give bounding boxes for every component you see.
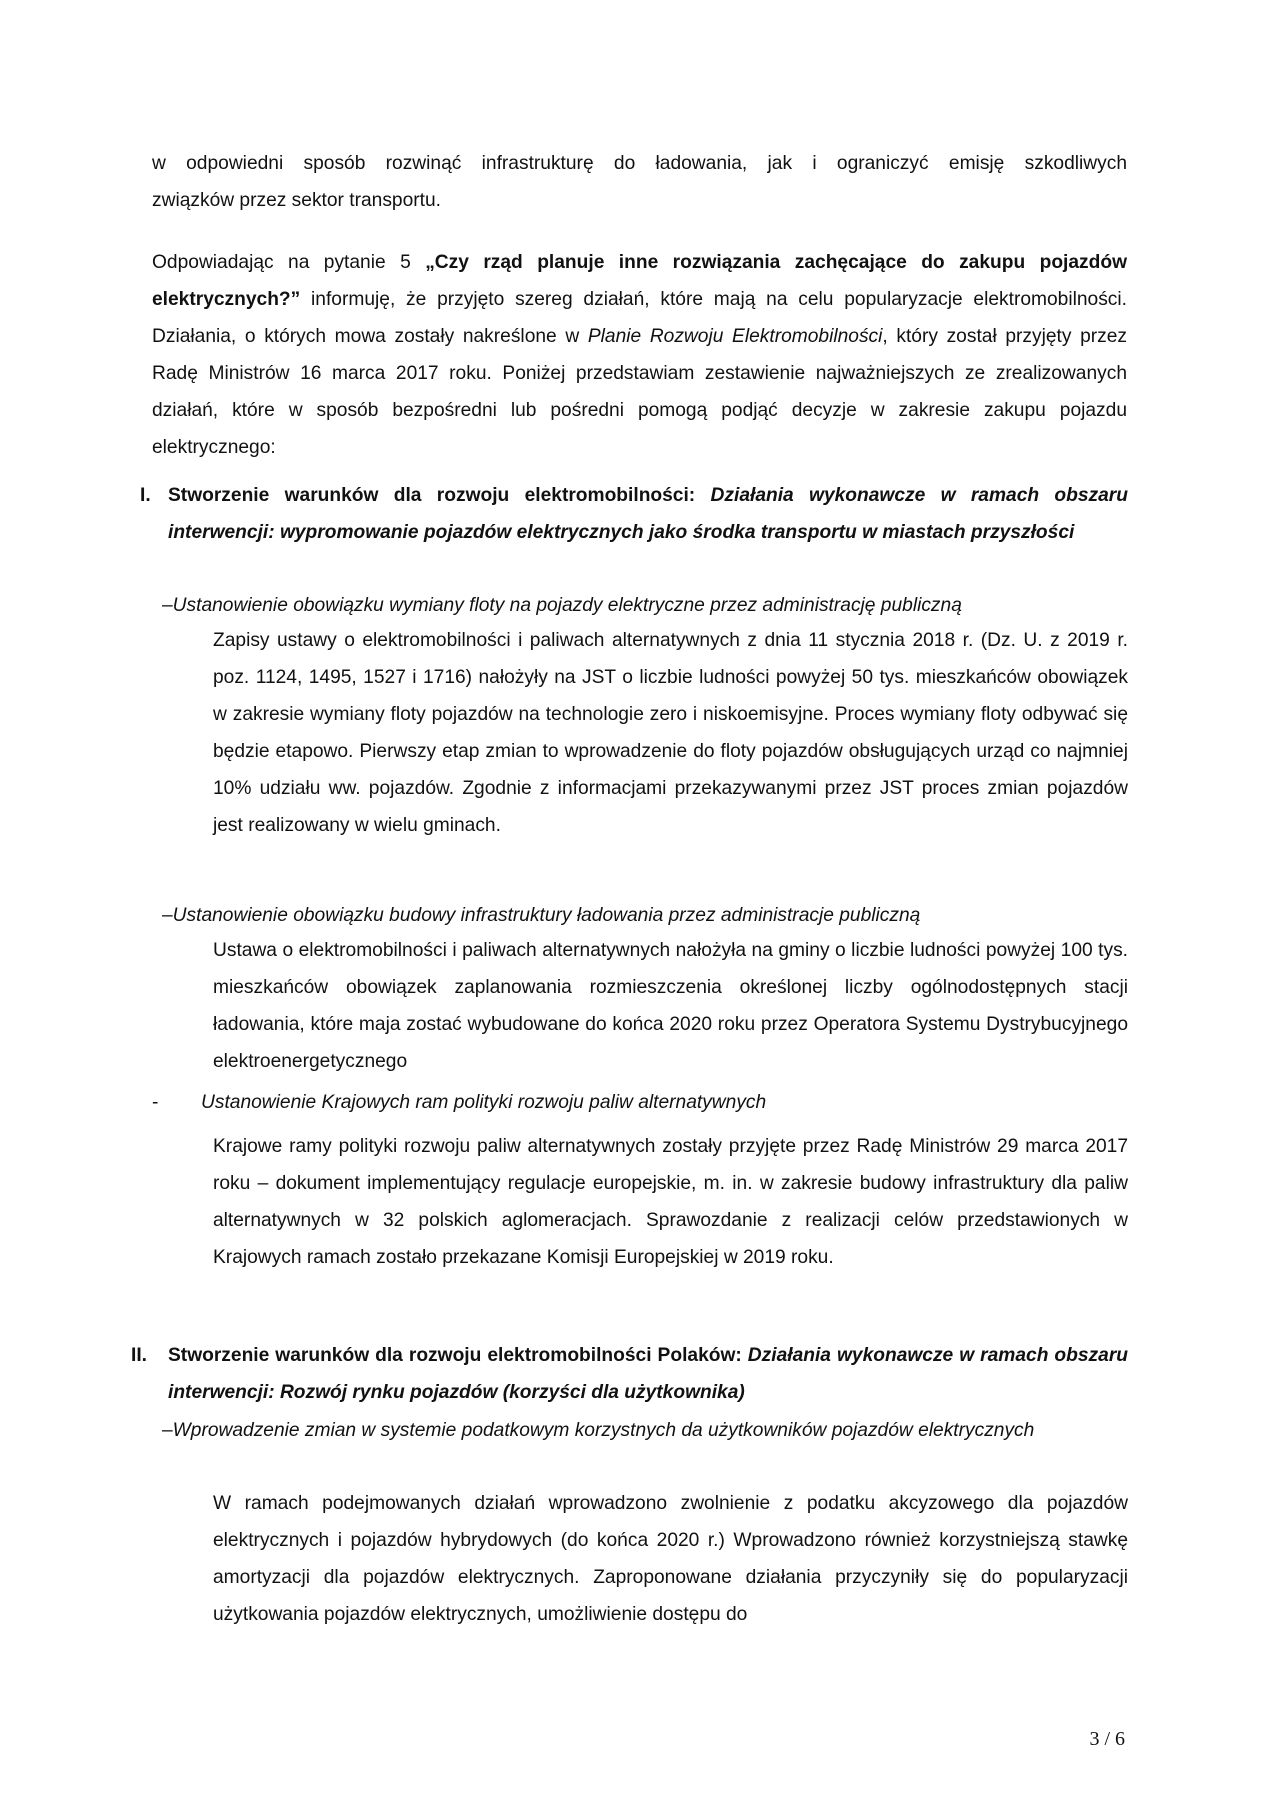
item-heading-text: Wprowadzenie zmian w systemie podatkowym korzystnych da użytkowników pojazdów elektrycznych [172, 1420, 1035, 1441]
section-2-title-italic: Działania wykonawcze w ramach obszaru interwencji: Rozwój rynku pojazdów (korzyści dla użytkownika) [168, 1345, 1129, 1403]
dash-marker: – [162, 905, 173, 926]
intro-paragraph [152, 145, 1127, 219]
intro-line-2: związków przez sektor transportu. [152, 190, 441, 211]
dash-marker: – [162, 1420, 173, 1441]
dash-marker: - [152, 1092, 159, 1113]
answer-prefix: Odpowiadając na pytanie 5 [152, 252, 426, 273]
answer-text-2: , który został przyjęty przez Radę Ministrów 16 marca 2017 roku. Poniżej przedstawiam zestawienie najważniejszych ze zrealizowanych działań, które w sposób bezpośredni lub pośredni pomogą podjąć decyzje w zakresie zakupu pojazdu elektrycznego: [152, 326, 1128, 458]
dash-marker: – [162, 595, 173, 616]
item-heading-text: Ustanowienie obowiązku budowy infrastruktury ładowania przez administracje publiczną [172, 905, 921, 926]
section-1-item-2-heading [162, 897, 1128, 934]
item-heading-text: Ustanowienie obowiązku wymiany floty na pojazdy elektryczne przez administrację publiczną [172, 595, 962, 616]
section-2-title-plain: Stworzenie warunków dla rozwoju elektromobilności Polaków: [168, 1345, 748, 1366]
section-1-item-3-body: Krajowe ramy polityki rozwoju paliw alternatywnych zostały przyjęte przez Radę Ministrów 29 marca 2017 roku – dokument implementujący regulacje europejskie, m. in. w zakresie budowy infrastruktury dla paliw alternatywnych w 32 polskich aglomeracjach. Sprawozdanie z realizacji celów przedstawionych w Krajowych ramach zostało przekazane Komisji Europejskiej w 2019 roku. [213, 1136, 1128, 1268]
section-2-number: II. [131, 1345, 147, 1366]
section-2-item-1-heading [162, 1412, 1128, 1449]
answer-paragraph [152, 244, 1127, 466]
item-heading-text: Ustanowienie Krajowych ram polityki rozwoju paliw alternatywnych [201, 1092, 767, 1113]
intro-line-1: w odpowiedni sposób rozwinąć infrastrukturę do ładowania, jak i ograniczyć emisję szkodliwych [152, 153, 1127, 174]
page-number: 3 / 6 [1089, 1728, 1125, 1750]
section-1-item-1-heading [162, 587, 1128, 624]
section-2-title [168, 1337, 1128, 1411]
section-1-title-plain: Stworzenie warunków dla rozwoju elektromobilności: [168, 485, 711, 506]
plan-title: Planie Rozwoju Elektromobilności [587, 326, 883, 347]
answer-text-1: informuję, że przyjęto szereg działań, które mają na celu popularyzacje elektromobilności. Działania, o których mowa zostały nakreślone w [152, 289, 1127, 347]
question-text: „Czy rząd planuje inne rozwiązania zachęcające do zakupu pojazdów elektrycznych?” [152, 252, 1128, 310]
section-1-title-italic: Działania wykonawcze w ramach obszaru interwencji: wypromowanie pojazdów elektrycznych jako środka transportu w miastach przyszłości [168, 485, 1128, 543]
section-1-item-2-body: Ustawa o elektromobilności i paliwach alternatywnych nałożyła na gminy o liczbie ludności powyżej 100 tys. mieszkańców obowiązek zaplanowania rozmieszczenia określonej liczby ogólnodostępnych stacji ładowania, które maja zostać wybudowane do końca 2020 roku przez Operatora Systemu Dystrybucyjnego elektroenergetycznego [213, 940, 1128, 1072]
section-1-number: I. [140, 485, 151, 506]
section-1-item-1-body: Zapisy ustawy o elektromobilności i paliwach alternatywnych z dnia 11 stycznia 2018 r. (Dz. U. z 2019 r. poz. 1124, 1495, 1527 i 1716) nałożyły na JST o liczbie ludności powyżej 50 tys. mieszkańców obowiązek w zakresie wymiany floty pojazdów na technologie zero i niskoemisyjne. Proces wymiany floty odbywać się będzie etapowo. Pierwszy etap zmian to wprowadzenie do floty pojazdów obsługujących urząd co najmniej 10% udziału ww. pojazdów. Zgodnie z informacjami przekazywanymi przez JST proces zmian pojazdów jest realizowany w wielu gminach. [213, 630, 1128, 836]
section-2-item-1-body: W ramach podejmowanych działań wprowadzono zwolnienie z podatku akcyzowego dla pojazdów elektrycznych i pojazdów hybrydowych (do końca 2020 r.) Wprowadzono również korzystniejszą stawkę amortyzacji dla pojazdów elektrycznych. Zaproponowane działania przyczyniły się do popularyzacji użytkowania pojazdów elektrycznych, umożliwienie dostępu do [213, 1493, 1128, 1625]
section-1-item-3-heading [152, 1084, 1128, 1121]
section-1-title [168, 477, 1128, 551]
